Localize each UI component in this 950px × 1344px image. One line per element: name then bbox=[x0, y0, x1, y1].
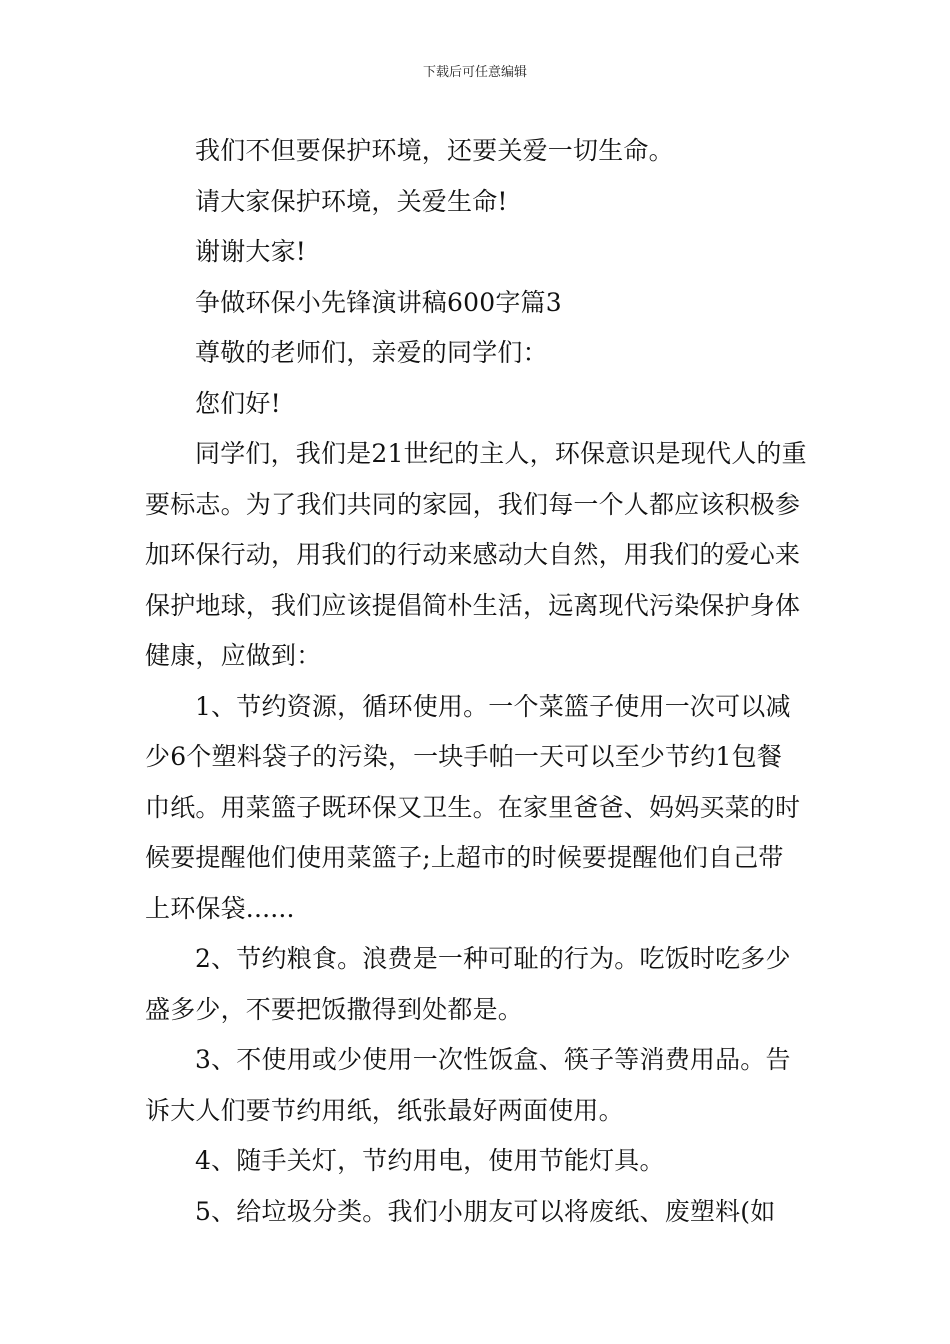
list-item: 5、给垃圾分类。我们小朋友可以将废纸、废塑料(如 bbox=[195, 1196, 776, 1226]
paragraph: 我们不但要保护环境，还要关爱一切生命。 bbox=[195, 136, 674, 165]
greeting: 您们好! bbox=[195, 388, 281, 418]
paragraph: 谢谢大家! bbox=[195, 237, 307, 266]
page-header: 下载后可任意编辑 bbox=[422, 65, 527, 80]
document-body bbox=[145, 126, 807, 1237]
list-item: 2、节约粮食。浪费是一种可耻的行为。吃饭时吃多少盛多少，不要把饭撒得到处都是。 bbox=[145, 944, 791, 1024]
list-item: 4、随手关灯，节约用电，使用节能灯具。 bbox=[195, 1146, 665, 1175]
list-item: 3、不使用或少使用一次性饭盒、筷子等消费用品。告诉大人们要节约用纸，纸张最好两面使用。 bbox=[145, 1045, 791, 1125]
paragraph: 同学们，我们是21世纪的主人，环保意识是现代人的重要标志。为了我们共同的家园，我们每一个人都应该积极参加环保行动，用我们的行动来感动大自然，用我们的爱心来保护地球，我们应该提倡简朴生活，远离现代污染保护身体健康，应做到： bbox=[145, 439, 807, 670]
salutation: 尊敬的老师们，亲爱的同学们： bbox=[195, 338, 548, 367]
paragraph: 请大家保护环境，关爱生命! bbox=[195, 186, 508, 216]
section-title: 争做环保小先锋演讲稿600字篇3 bbox=[195, 287, 562, 317]
list-item: 1、节约资源，循环使用。一个菜篮子使用一次可以减少6个塑料袋子的污染，一块手帕一天可以至少节约1包餐巾纸。用菜篮子既环保又卫生。在家里爸爸、妈妈买菜的时候要提醒他们使用菜篮子;上超市的时候要提醒他们自己带上环保袋...... bbox=[145, 691, 801, 923]
